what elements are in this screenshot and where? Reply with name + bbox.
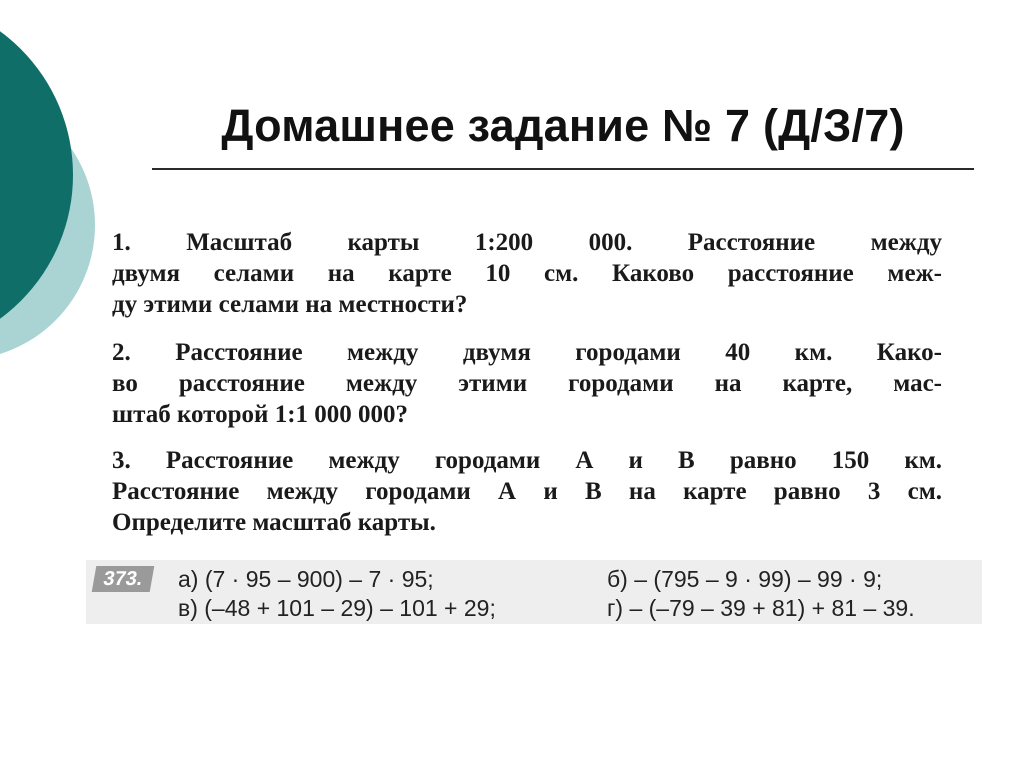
exercise-item-b: б) – (795 – 9 · 99) – 99 · 9; [607,566,883,592]
problem-number: 2. [112,339,131,366]
problem-line: Определите масштаб карты. [112,509,436,536]
problem-line: штаб которой 1:1 000 000? [112,401,409,428]
problem-number: 3. [112,447,131,474]
decorative-circles [0,0,120,420]
problem-text: Расстояние между городами А и В равно 150 км. [165,447,943,474]
problem-line: Расстояние между городами А и В на карте равно 3 см. [112,478,942,505]
exercise-item-a: а) (7 · 95 – 900) – 7 · 95; [178,566,434,592]
slide-title: Домашнее задание № 7 (Д/З/7) [221,100,905,151]
problem-line: ду этими селами на местности? [112,291,468,318]
title-divider [152,168,974,170]
exercise-item-g: г) – (–79 – 39 + 81) + 81 – 39. [607,595,915,621]
problem-line [112,445,942,476]
problem-line [112,227,942,258]
exercise-item-v: в) (–48 + 101 – 29) – 101 + 29; [178,595,496,621]
problem-3 [112,445,942,538]
problem-line: двумя селами на карте 10 см. Каково расстояние меж- [112,260,942,287]
problem-2 [112,337,942,430]
problem-text: Расстояние между двумя городами 40 км. Како- [175,339,943,366]
problem-line [112,337,942,368]
problem-1 [112,227,942,320]
problem-number: 1. [112,229,131,256]
problem-text: Масштаб карты 1:200 000. Расстояние между [186,229,942,256]
exercise-number-badge: 373. [92,566,155,592]
problem-line: во расстояние между этими городами на карте, мас- [112,370,942,397]
